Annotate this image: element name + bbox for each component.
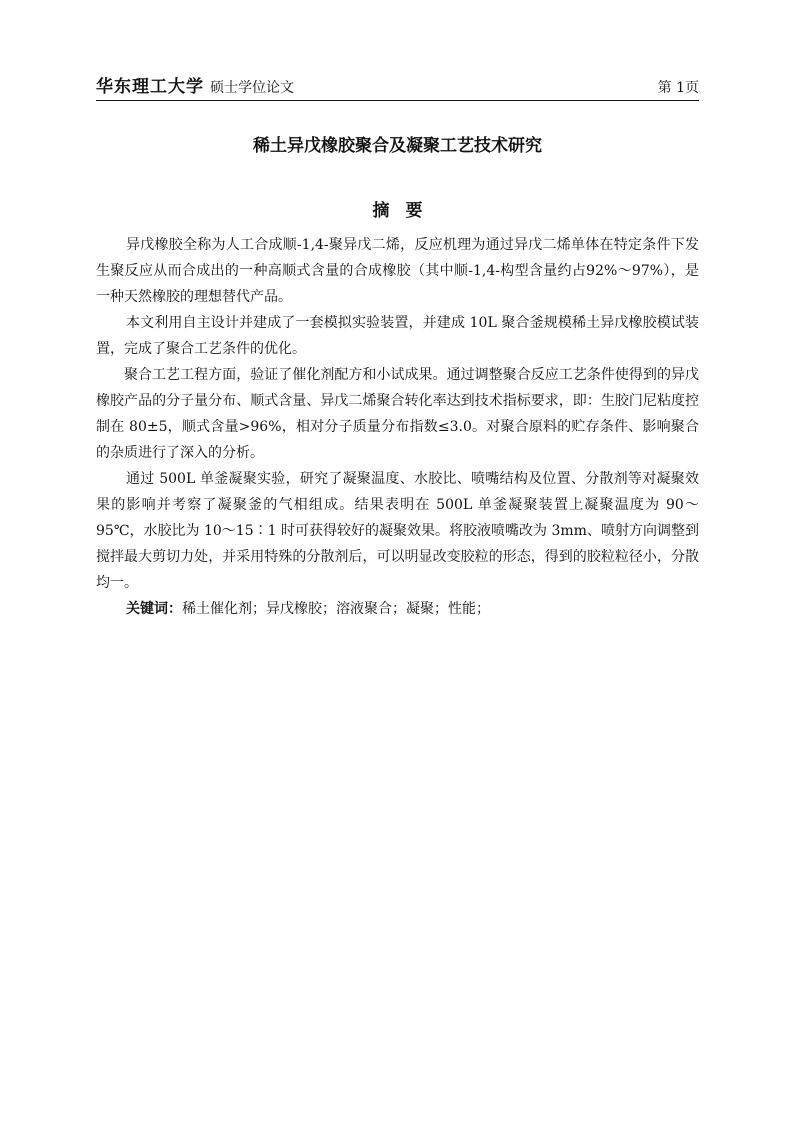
thesis-title: 稀土异戊橡胶聚合及凝聚工艺技术研究 (253, 136, 542, 156)
abstract-body (96, 232, 699, 622)
abstract-paragraph-1: 异戊橡胶全称为人工合成顺-1,4-聚异戊二烯，反应机理为通过异戊二烯单体在特定条件下发生聚反应从而合成出的一种高顺式含量的合成橡胶（其中顺-1,4-构型含量约占92%～97%），是一种天然橡胶的理想替代产品。 (96, 237, 699, 305)
keywords-label: 关键词： (126, 601, 182, 617)
university-name: 华东理工大学 (96, 77, 204, 97)
thesis-type: 硕士学位论文 (210, 80, 294, 96)
page-header (96, 76, 699, 101)
abstract-heading: 摘要 (372, 201, 439, 221)
abstract-paragraph-4: 通过 500L 单釜凝聚实验，研究了凝聚温度、水胶比、喷嘴结构及位置、分散剂等对凝聚效果的影响并考察了凝聚釜的气相组成。结果表明在 500L 单釜凝聚装置上凝聚温度为 90～95℃，水胶比为 10～15∶1 时可获得较好的凝聚效果。将胶液喷嘴改为 3mm、喷射方向调整到搅拌最大剪切力处，并采用特殊的分散剂后，可以明显改变胶粒的形态，得到的胶粒粒径小，分散均一。 (96, 471, 699, 591)
abstract-paragraph-2: 本文利用自主设计并建成了一套模拟实验装置，并建成 10L 聚合釜规模稀土异戊橡胶模试装置，完成了聚合工艺条件的优化。 (96, 315, 699, 357)
page-number: 第 1页 (657, 80, 699, 96)
keywords-text: 稀土催化剂；异戊橡胶；溶液聚合；凝聚；性能； (182, 601, 490, 617)
keywords-line (96, 596, 699, 622)
abstract-paragraph-3: 聚合工艺工程方面，验证了催化剂配方和小试成果。通过调整聚合反应工艺条件使得到的异戊橡胶产品的分子量分布、顺式含量、异戊二烯聚合转化率达到技术指标要求，即：生胶门尼粘度控制在 80±5，顺式含量>96%，相对分子质量分布指数≤3.0。对聚合原料的贮存条件、影响聚合的杂质进行了深入的分析。 (96, 367, 699, 461)
